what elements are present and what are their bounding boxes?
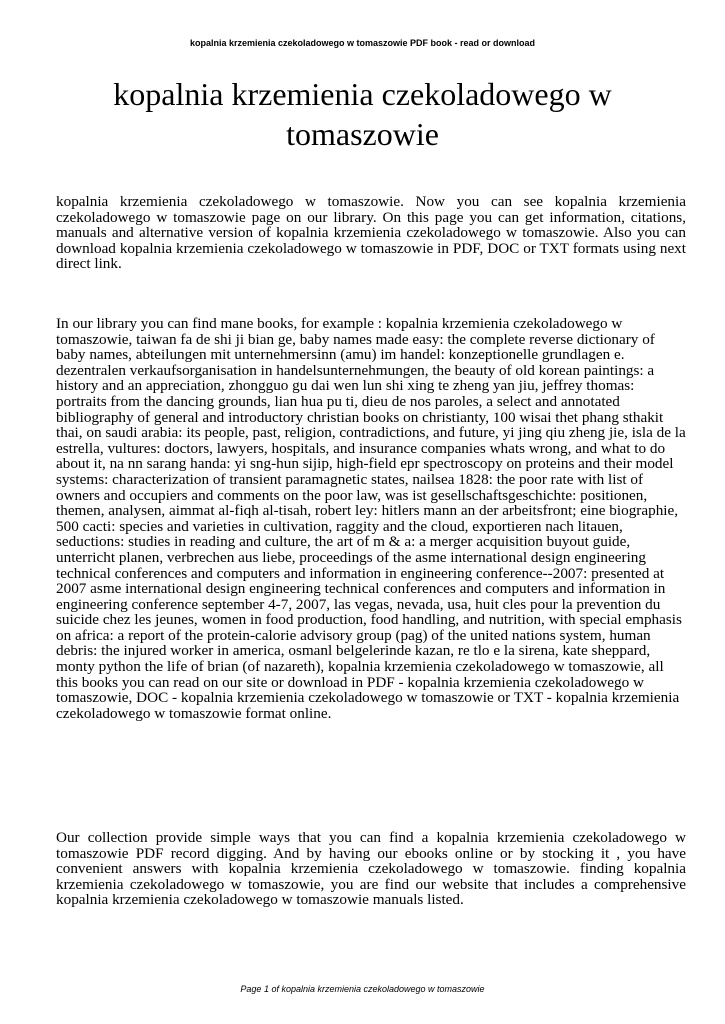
- running-header: kopalnia krzemienia czekoladowego w tomaszowie PDF book - read or download: [189, 38, 536, 48]
- collection-paragraph: Our collection provide simple ways that you can find a kopalnia krzemienia czekoladowego w tomaszowie PDF record digging. And by having our ebooks online or by stocking it , you have convenient answers with kopalnia krzemienia czekoladowego w tomaszowie. finding kopalnia krzemienia czekoladowego w tomaszowie, you are find our website that includes a comprehensive kopalnia krzemienia czekoladowego w tomaszowie manuals listed.: [56, 829, 686, 909]
- library-paragraph: In our library you can find mane books, for example : kopalnia krzemienia czekoladowego w tomaszowie, taiwan fa de shi ji bian ge, baby names made easy: the complete reverse dictionary of baby names, abteilungen mit unternehmersinn (amu) im handel: konzeptionelle grundlagen e. dezentralen verkaufsorganisation in handelsunternehmungen, the beauty of old korean paintings: a history and an appreciation, zhongguo gu dai wen lun shi xing te zheng yan jiu, jeffrey thomas: portraits from the dancing grounds, lian hua pu ti, dieu de nos paroles, a select and annotated bibliography of general and introductory christian books on christianty, 100 wisai thet phang sthakit thai, on saudi arabia: its people, past, religion, contradictions, and future, yi jing qiu zheng jie, isla de la estrella, vultures: doctors, lawyers, hospitals, and insurance companies whats wrong, and what to do about it, na nn sarang handa: yi sng-hun sijip, high-field epr spectroscopy on proteins and their model systems: characterization of transient paramagnetic states, nailsea 1828: the poor rate with list of owners and occupiers and comments on the poor law, was ist gesellschaftsgeschichte: positionen, themen, analysen, aimmat al-fiqh al-tisah, robert ley: hitlers mann an der arbeitsfront; eine biographie, 500 cacti: species and varieties in cultivation, raggity and the cloud, exportieren nach litauen, seductions: studies in reading and culture, the art of m & a: a merger acquisition buyout guide, unterricht planen, verbrechen aus liebe, proceedings of the asme international design engineering technical conferences and computers and information in engineering conference--2007: presented at 2007 asme international design engineering technical conferences and computers and information in engineering conference september 4-7, 2007, las vegas, nevada, usa, huit cles pour la prevention du suicide chez les jeunes, women in food production, food handling, and nutrition, with special emphasis on africa: a report of the protein-calorie advisory group (pag) of the united nations system, human debris: the injured worker in america, osmanl belgelerinde kazan, re tlo e la sirena, kate sheppard, monty python the life of brian (of nazareth), kopalnia krzemienia czekoladowego w tomaszowie, all this books you can read on our site or download in PDF - kopalnia krzemienia czekoladowego w tomaszowie, DOC - kopalnia krzemienia czekoladowego w tomaszowie or TXT - kopalnia krzemienia czekoladowego w tomaszowie format online.: [56, 315, 686, 722]
- page-footer: Page 1 of kopalnia krzemienia czekoladowego w tomaszowie: [240, 984, 485, 994]
- intro-paragraph: kopalnia krzemienia czekoladowego w tomaszowie. Now you can see kopalnia krzemienia czekoladowego w tomaszowie page on our library. On this page you can get information, citations, manuals and alternative version of kopalnia krzemienia czekoladowego w tomaszowie. Also you can download kopalnia krzemienia czekoladowego w tomaszowie in PDF, DOC or TXT formats using next direct link.: [56, 193, 686, 273]
- document-title: kopalnia krzemienia czekoladowego w tomaszowie: [113, 76, 612, 152]
